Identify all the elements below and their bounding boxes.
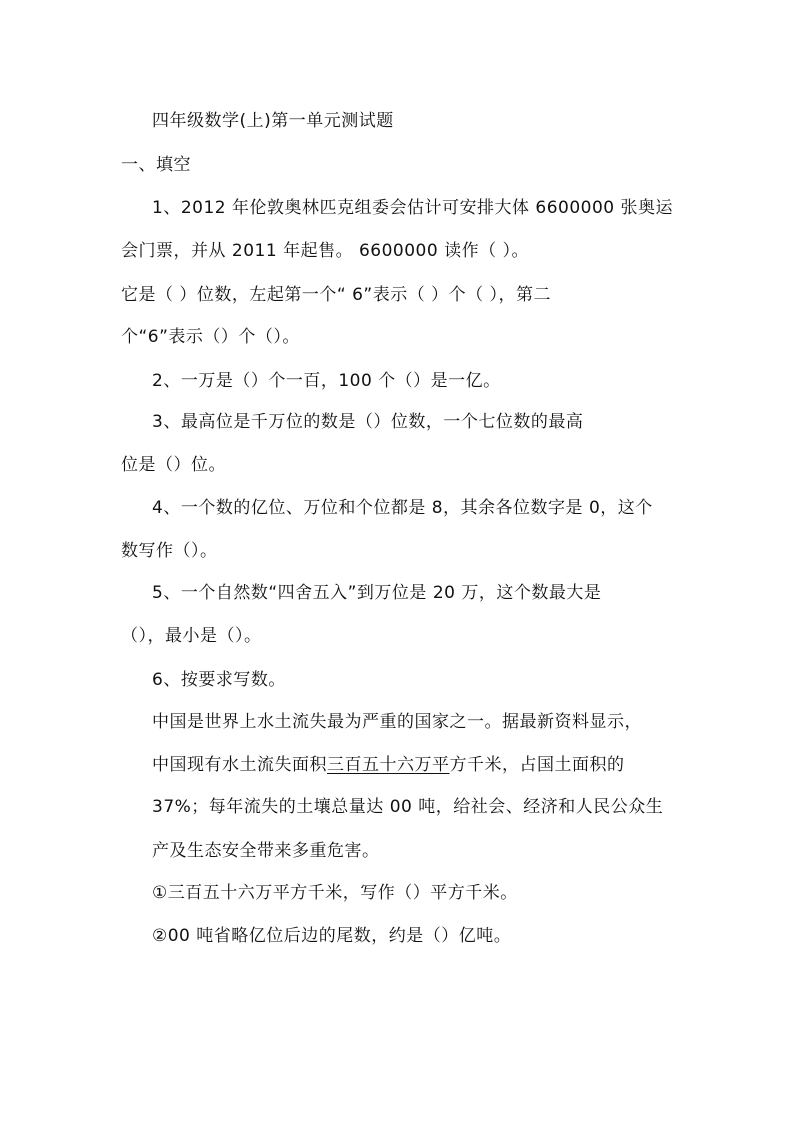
underlined-area-text: 三百五十六万平 [327, 755, 450, 775]
q3-line2: 位是（）位。 [121, 455, 226, 475]
q6-paragraph-line4: 产及生态安全带来多重危害。 [152, 841, 380, 861]
q4-line1: 4、一个数的亿位、万位和个位都是 8，其余各位数字是 0，这个 [152, 498, 653, 518]
section-heading: 一、填空 [121, 155, 191, 175]
q4-line2: 数写作（）。 [121, 541, 218, 561]
page-title: 四年级数学(上)第一单元测试题 [152, 111, 394, 131]
q6-paragraph-line1: 中国是世界上水土流失最为严重的国家之一。据最新资料显示， [152, 712, 642, 732]
q6-paragraph-line2-end: 方千米，占国土面积的 [449, 755, 625, 775]
q6-paragraph-line2-start: 中国现有水土流失面积 [152, 755, 327, 775]
q1-line1: 1、2012 年伦敦奥林匹克组委会估计可安排大体 6600000 张奥运 [152, 198, 674, 218]
q5-line1: 5、一个自然数“四舍五入”到万位是 20 万，这个数最大是 [152, 583, 602, 603]
q6-sub2: ②00 吨省略亿位后边的尾数，约是（）亿吨。 [152, 926, 512, 946]
q1-line4: 个“6”表示（）个（）。 [121, 327, 300, 347]
q6-heading: 6、按要求写数。 [152, 670, 286, 690]
q6-paragraph-line3: 37%；每年流失的土壤总量达 00 吨，给社会、经济和人民公众生 [152, 797, 664, 817]
q1-line2: 会门票，并从 2011 年起售。 6600000 读作（ ）。 [121, 241, 529, 261]
q2-line: 2、一万是（）个一百，100 个（）是一亿。 [152, 371, 501, 391]
q5-line2: （），最小是（）。 [121, 626, 262, 646]
q1-line3: 它是（ ）位数，左起第一个“ 6”表示（ ）个（ ），第二 [121, 285, 552, 305]
q3-line1: 3、最高位是千万位的数是（）位数，一个七位数的最高 [152, 412, 584, 432]
q6-sub1: ①三百五十六万平方千米，写作（）平方千米。 [152, 883, 518, 903]
q6-paragraph-line2 [152, 754, 625, 776]
